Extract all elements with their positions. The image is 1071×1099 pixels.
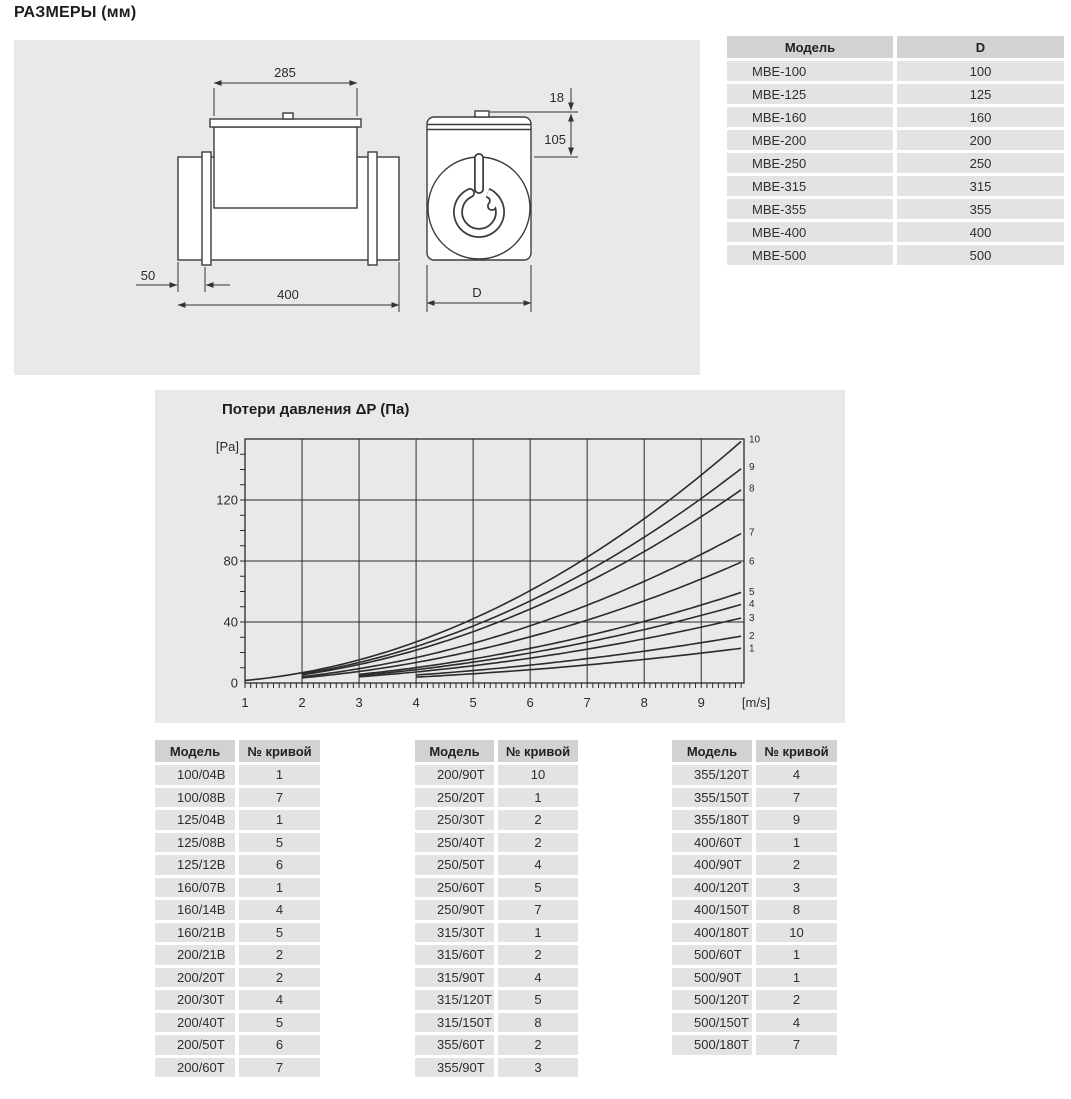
svg-text:120: 120 [216,492,238,508]
chart-title: Потери давления ΔP (Па) [222,401,410,418]
curve-number-cell: 5 [498,990,578,1010]
model-cell: 500/120T [672,990,752,1010]
curve-number-cell: 5 [498,878,578,898]
column-header-curve: № кривой [756,740,837,762]
model-cell: 200/60T [155,1058,235,1078]
curve-number-cell: 7 [239,1058,320,1078]
model-cell: MBE-355 [727,199,893,219]
dimensions-drawing-panel [14,40,700,375]
diameter-cell: 250 [897,153,1064,173]
model-cell: 400/150T [672,900,752,920]
model-cell: 315/150T [415,1013,494,1033]
model-cell: 200/90T [415,765,494,785]
model-cell: 500/180T [672,1035,752,1055]
svg-text:9: 9 [697,695,705,710]
curve-number-cell: 7 [498,900,578,920]
model-cell: 355/180T [672,810,752,830]
diameter-cell: 100 [897,61,1064,81]
curve-label-8: 8 [749,483,755,495]
model-cell: MBE-160 [727,107,893,127]
column-header-model: Модель [672,740,752,762]
model-cell: 125/04B [155,810,235,830]
curve-2 [416,636,741,675]
curve-label-10: 10 [749,434,761,446]
side-view-shapes [178,113,399,265]
curve-number-cell: 2 [498,1035,578,1055]
curve-number-cell: 4 [756,1013,837,1033]
model-cell: 250/40T [415,833,494,853]
svg-text:80: 80 [223,553,238,569]
column-header-model: Модель [155,740,235,762]
column-header-curve: № кривой [498,740,578,762]
curve-number-cell: 1 [756,833,837,853]
curve-lookup-table-2 [415,740,578,1077]
curve-number-cell: 1 [239,878,320,898]
lid-nub [283,113,293,119]
curve-number-cell: 1 [756,945,837,965]
svg-text:0: 0 [230,675,238,691]
model-cell: 315/60T [415,945,494,965]
model-cell: 500/90T [672,968,752,988]
model-cell: 100/08B [155,788,235,808]
model-cell: 200/50T [155,1035,235,1055]
curve-number-cell: 2 [498,945,578,965]
model-diameter-table [727,36,1064,265]
right-flange [368,152,377,265]
curve-number-cell: 2 [756,990,837,1010]
curve-number-cell: 9 [756,810,837,830]
dim-label-400: 400 [277,287,299,302]
model-cell: 500/150T [672,1013,752,1033]
diameter-cell: 125 [897,84,1064,104]
terminal-box [214,127,357,208]
svg-text:6: 6 [526,695,534,710]
curve-number-cell: 2 [498,833,578,853]
curve-number-cell: 5 [239,923,320,943]
curve-number-cell: 5 [239,833,320,853]
y-axis-unit: [Pa] [215,439,239,454]
model-cell: 125/08B [155,833,235,853]
model-cell: 200/40T [155,1013,235,1033]
model-cell: 315/90T [415,968,494,988]
curve-number-cell: 4 [756,765,837,785]
curve-label-6: 6 [749,556,755,568]
curve-lookup-table-3 [672,740,837,1055]
model-cell: 355/90T [415,1058,494,1078]
curve-number-cell: 7 [756,788,837,808]
pressure-loss-chart [155,390,845,723]
curve-number-cell: 1 [239,810,320,830]
curve-label-1: 1 [749,643,755,655]
dim-label-d: D [472,285,482,300]
model-cell: 400/90T [672,855,752,875]
front-lid-nub [475,111,489,117]
model-cell: MBE-500 [727,245,893,265]
curve-label-4: 4 [749,599,755,611]
model-cell: 355/120T [672,765,752,785]
curve-label-2: 2 [749,631,755,643]
model-cell: MBE-125 [727,84,893,104]
curve-number-cell: 6 [239,1035,320,1055]
column-header-model: Модель [727,36,893,58]
curve-number-cell: 10 [756,923,837,943]
svg-text:8: 8 [640,695,648,710]
pressure-loss-chart-panel [155,390,845,723]
curve-label-9: 9 [749,461,755,473]
model-cell: MBE-400 [727,222,893,242]
model-cell: 250/50T [415,855,494,875]
curve-number-cell: 4 [239,900,320,920]
curve-number-cell: 7 [756,1035,837,1055]
curve-number-cell: 4 [239,990,320,1010]
curve-number-cell: 2 [756,855,837,875]
model-cell: 200/30T [155,990,235,1010]
curve-number-cell: 1 [498,788,578,808]
curve-number-cell: 7 [239,788,320,808]
diameter-cell: 200 [897,130,1064,150]
dim-label-50: 50 [140,268,156,283]
svg-text:2: 2 [298,695,306,710]
dim-label-105: 105 [544,132,566,147]
model-cell: 315/120T [415,990,494,1010]
model-cell: 400/120T [672,878,752,898]
curve-label-7: 7 [749,527,755,539]
svg-text:4: 4 [412,695,420,710]
model-cell: 250/90T [415,900,494,920]
model-cell: 355/60T [415,1035,494,1055]
model-cell: 160/07B [155,878,235,898]
dim-label-285: 285 [274,65,296,80]
model-cell: MBE-315 [727,176,893,196]
svg-text:5: 5 [469,695,477,710]
model-cell: MBE-100 [727,61,893,81]
left-flange [202,152,211,265]
diameter-cell: 355 [897,199,1064,219]
curve-lookup-table-1 [155,740,320,1077]
model-cell: 315/30T [415,923,494,943]
model-cell: 250/60T [415,878,494,898]
curve-label-3: 3 [749,612,755,624]
model-cell: 250/30T [415,810,494,830]
technical-drawing [14,40,700,375]
curve-9 [302,469,741,674]
model-cell: 200/21B [155,945,235,965]
curve-number-cell: 5 [239,1013,320,1033]
model-cell: 160/14B [155,900,235,920]
curve-number-cell: 2 [239,945,320,965]
curve-number-cell: 4 [498,855,578,875]
page-title: РАЗМЕРЫ (мм) [14,4,137,21]
curve-number-cell: 1 [498,923,578,943]
curve-number-cell: 2 [498,810,578,830]
model-cell: 250/20T [415,788,494,808]
model-cell: 200/20T [155,968,235,988]
diameter-cell: 315 [897,176,1064,196]
svg-text:1: 1 [241,695,249,710]
dim-label-18: 18 [549,90,564,105]
diameter-cell: 160 [897,107,1064,127]
column-header-d: D [897,36,1064,58]
curve-number-cell: 1 [756,968,837,988]
column-header-model: Модель [415,740,494,762]
curve-number-cell: 1 [239,765,320,785]
diameter-cell: 400 [897,222,1064,242]
curve-number-cell: 8 [756,900,837,920]
curve-number-cell: 4 [498,968,578,988]
curve-number-cell: 3 [498,1058,578,1078]
model-cell: MBE-200 [727,130,893,150]
curve-number-cell: 6 [239,855,320,875]
curve-number-cell: 2 [239,968,320,988]
curve-number-cell: 8 [498,1013,578,1033]
model-cell: 125/12B [155,855,235,875]
curve-number-cell: 10 [498,765,578,785]
model-cell: MBE-250 [727,153,893,173]
terminal-box-lid [210,119,361,127]
model-cell: 355/150T [672,788,752,808]
svg-text:7: 7 [583,695,591,710]
model-cell: 400/60T [672,833,752,853]
curve-label-5: 5 [749,587,755,598]
column-header-curve: № кривой [239,740,320,762]
model-cell: 500/60T [672,945,752,965]
diameter-cell: 500 [897,245,1064,265]
x-axis-unit: [m/s] [741,695,771,710]
curve-number-cell: 3 [756,878,837,898]
svg-text:40: 40 [223,614,238,630]
model-cell: 160/21B [155,923,235,943]
svg-text:3: 3 [355,695,363,710]
model-cell: 100/04B [155,765,235,785]
model-cell: 400/180T [672,923,752,943]
